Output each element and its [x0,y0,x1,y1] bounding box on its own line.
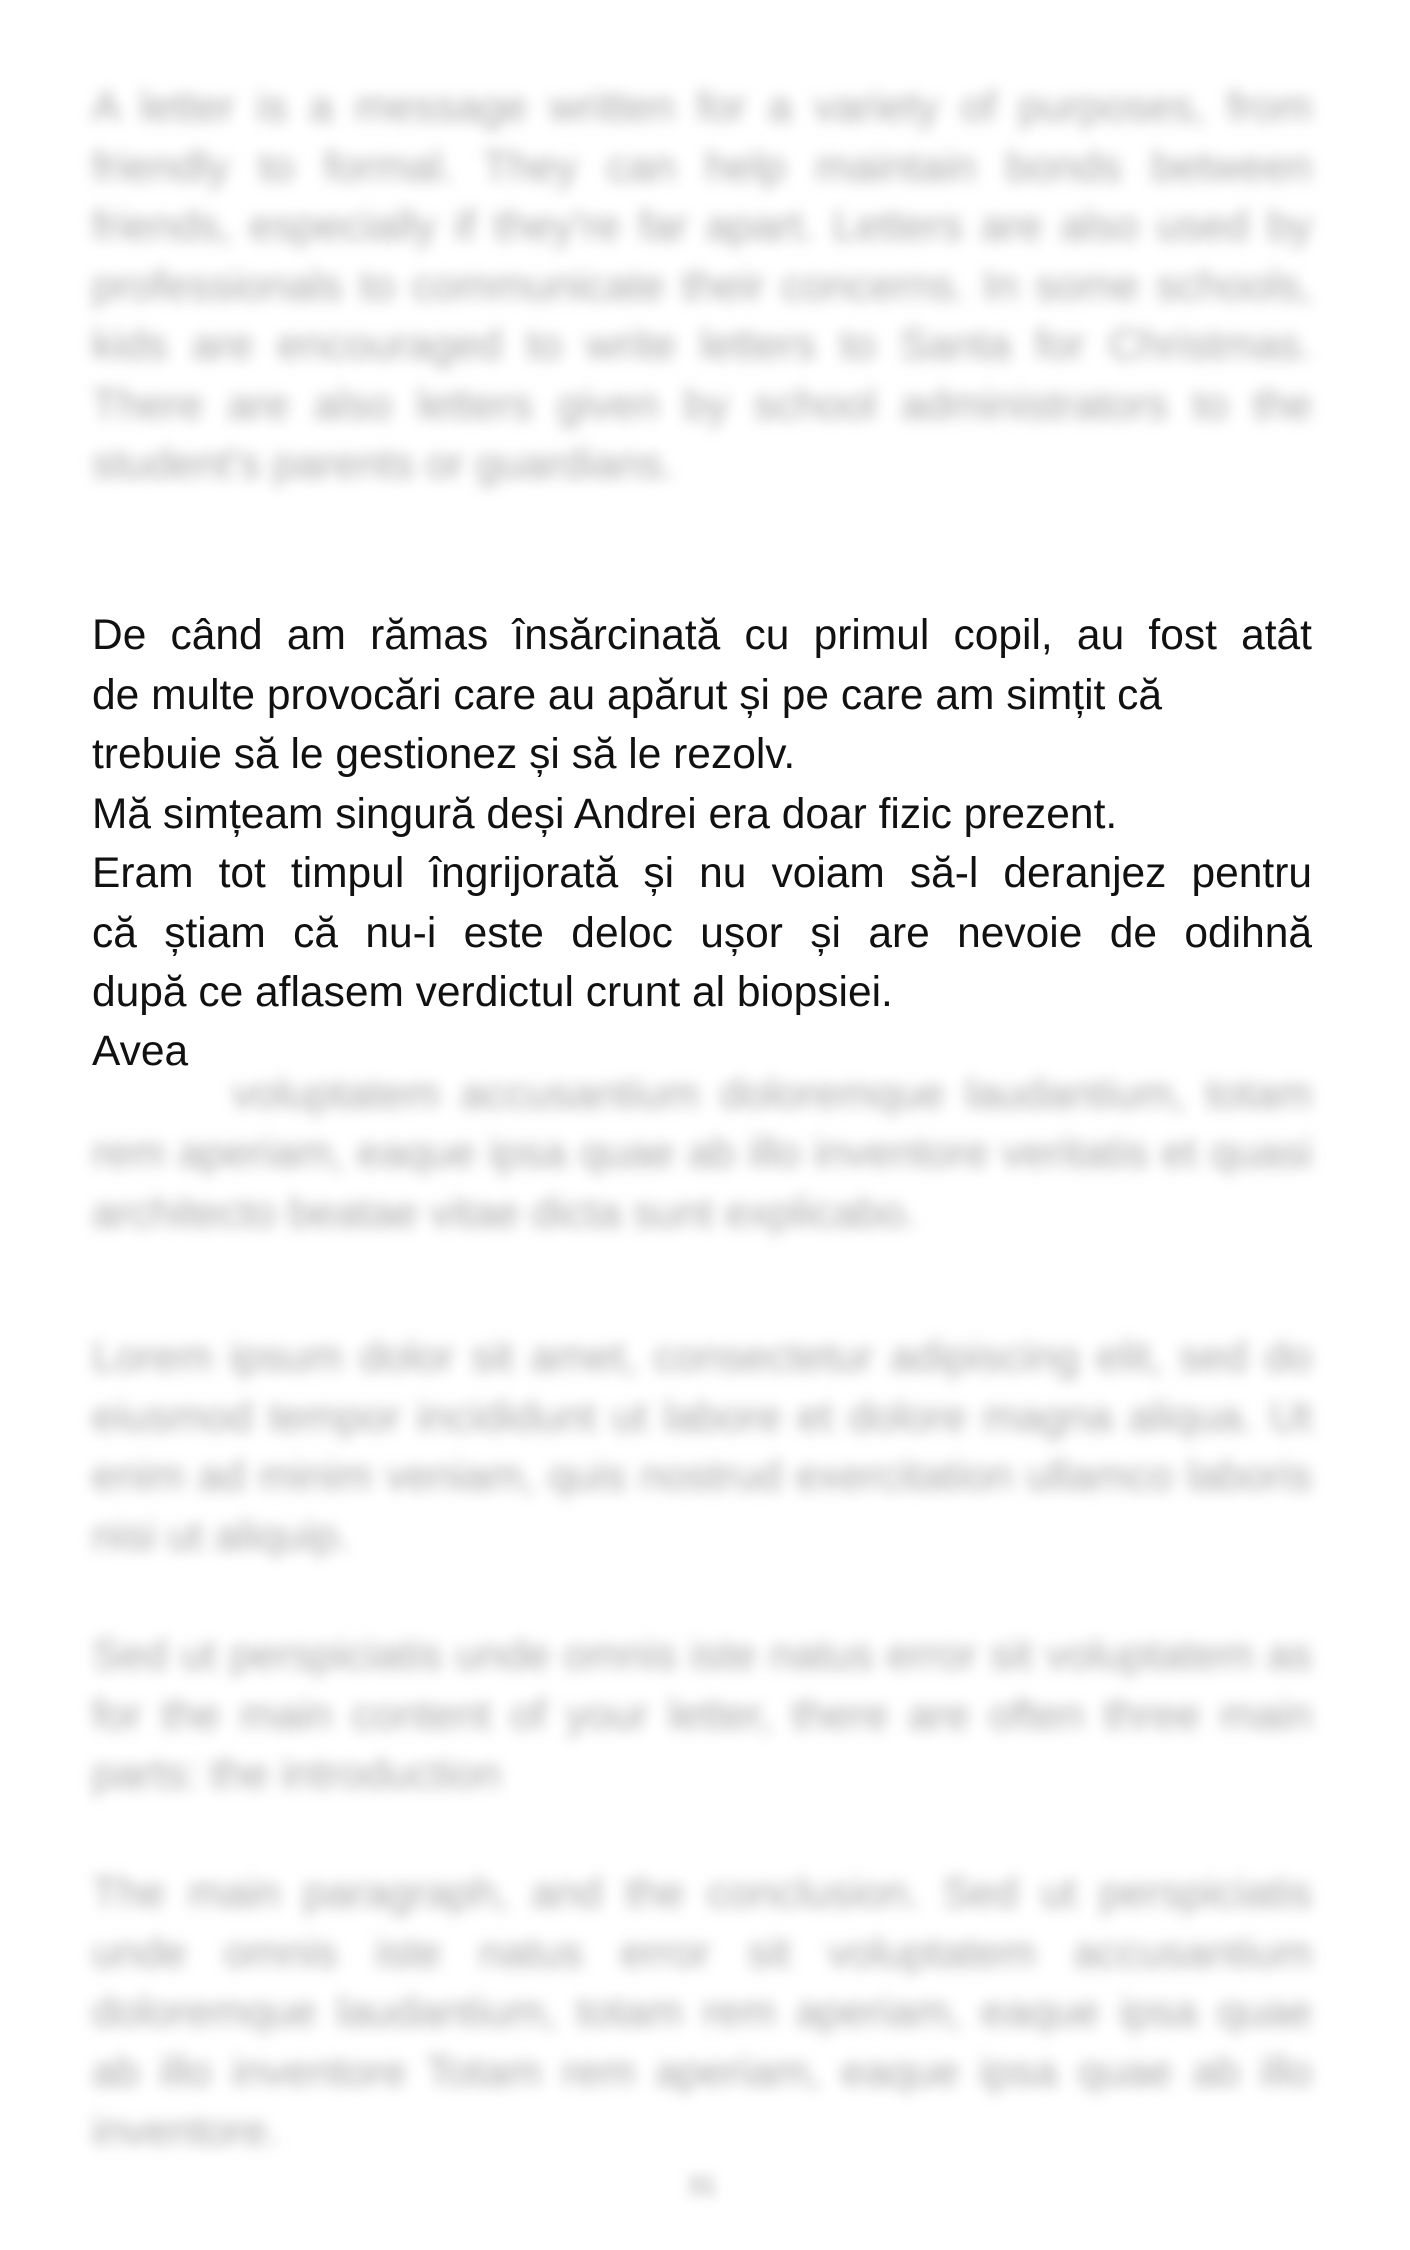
document-page [92,0,1312,2250]
blurred-paragraph-3: Sed ut perspiciatis unde omnis iste natus error sit voluptatem as for the main content of your letter, there are often three main parts: the introduction [92,1632,1312,1798]
blurred-intro-paragraph: A letter is a message written for a variety of purposes, from friendly to formal. They can help maintain bonds between friends, especially if they're far apart. Letters are also used by professionals to communicate their concerns. In some schools, kids are encouraged to write letters to Santa for Christmas. There are also letters given by school administrators to the student's parents or guardians. [92,84,1312,488]
clear-start-word: Avea [92,1028,189,1075]
clear-line: de multe provocări care au apărut și pe care am simțit că [92,671,1163,719]
clear-paragraph [92,606,1312,1023]
clear-line: că știam că nu-i este deloc ușor și are nevoie de odihnă [92,909,1312,957]
page-number: 31 [687,2170,717,2200]
clear-line: trebuie să le gestionez și să le rezolv. [92,731,796,778]
blurred-paragraph-2: Lorem ipsum dolor sit amet, consectetur adipiscing elit, sed do eiusmod tempor incididunt ut labore et dolore magna aliqua. Ut enim ad minim veniam, quis nostrud exercitation ullamco laboris nisi ut aliquip. [92,1334,1312,1560]
clear-line: De când am rămas însărcinată cu primul copil, au fost atât [92,612,1312,659]
clear-line: după ce aflasem verdictul crunt al biopsiei. [92,969,893,1016]
blurred-continuation-paragraph: voluptatem accusantium doloremque laudantium, totam rem aperiam, eaque ipsa quae ab illo inventore veritatis et quasi architecto beatae vitae dicta sunt explicabo. [92,1070,1312,1237]
clear-line: Mă simțeam singură deși Andrei era doar fizic prezent. [92,790,1118,838]
blurred-paragraph-4: The main paragraph, and the conclusion. Sed ut perspiciatis unde omnis iste natus error sit voluptatem accusantium doloremque laudantium, totam rem aperiam, eaque ipsa quae ab illo inventore Totam rem aperiam, eaque ipsa quae ab illo inventore. [92,1870,1312,2155]
clear-line: Eram tot timpul îngrijorată și nu voiam să-l deranjez pentru [92,850,1312,897]
